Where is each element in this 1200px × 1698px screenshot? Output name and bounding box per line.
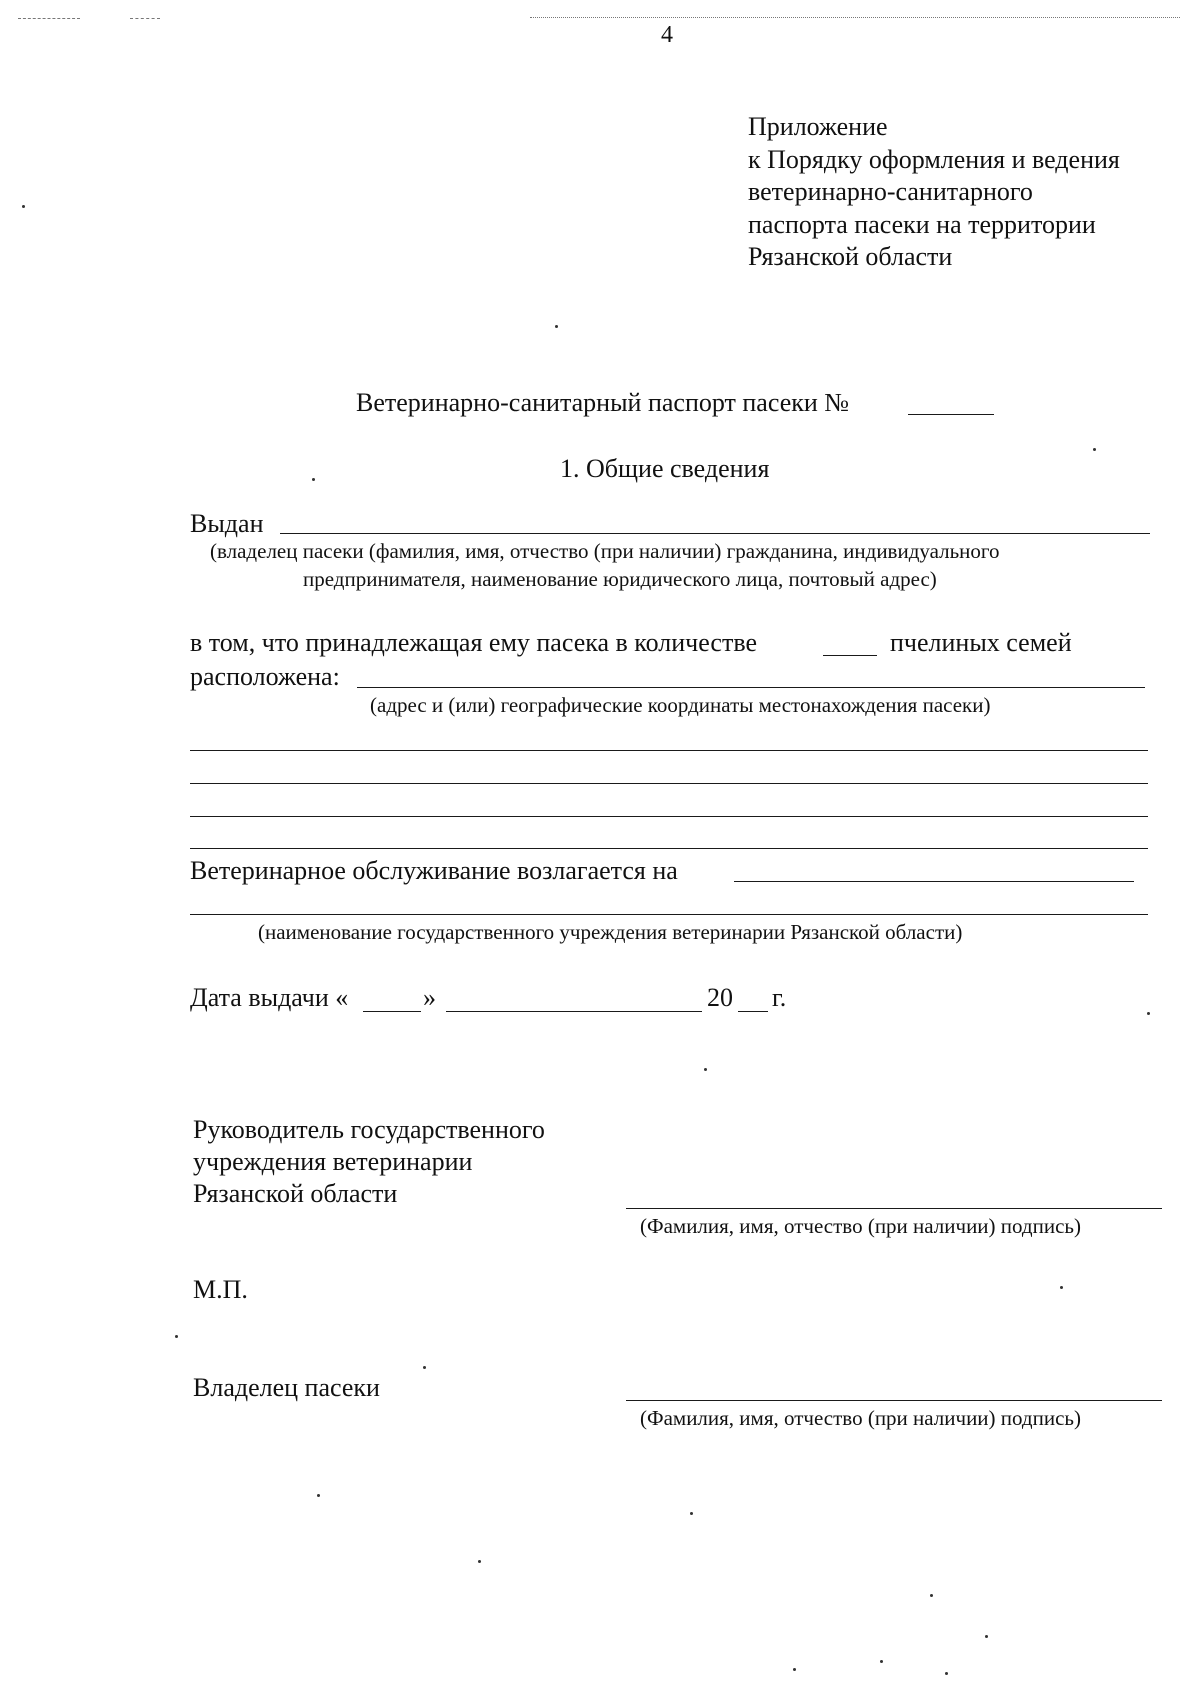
issued-caption-line-2: предпринимателя, наименование юридического лица, почтовый адрес) — [303, 567, 937, 591]
owner-signature-caption: (Фамилия, имя, отчество (при наличии) подпись) — [640, 1406, 1081, 1430]
owner-label: Владелец пасеки — [193, 1373, 380, 1402]
issued-caption-line-1: (владелец пасеки (фамилия, имя, отчество (при наличии) гражданина, индивидуального — [210, 539, 1000, 563]
scan-artifact — [793, 1668, 796, 1671]
passport-number-field[interactable] — [908, 414, 994, 415]
apiary-statement-start: в том, что принадлежащая ему пасека в количестве — [190, 628, 757, 657]
issue-date-close-quote: » — [423, 983, 436, 1012]
scan-artifact — [22, 205, 25, 208]
scan-artifact — [555, 325, 558, 328]
located-label: расположена: — [190, 662, 340, 691]
head-title-line: учреждения ветеринарии — [193, 1147, 473, 1176]
head-title-line: Рязанской области — [193, 1179, 398, 1208]
location-caption: (адрес и (или) географические координаты местонахождения пасеки) — [370, 693, 991, 717]
issued-to-field[interactable] — [280, 533, 1150, 534]
document-title: Ветеринарно-санитарный паспорт пасеки № — [356, 388, 850, 417]
issue-date-label: Дата выдачи « — [190, 983, 349, 1012]
vet-service-field-continued[interactable] — [190, 914, 1148, 915]
vet-service-label: Ветеринарное обслуживание возлагается на — [190, 856, 678, 885]
scan-artifact — [704, 1068, 707, 1071]
page-number: 4 — [661, 22, 673, 48]
scan-artifact — [423, 1366, 426, 1369]
head-signature-field[interactable] — [626, 1208, 1162, 1209]
scan-artifact — [690, 1512, 693, 1515]
appendix-block — [748, 111, 1120, 274]
appendix-line: к Порядку оформления и ведения — [748, 144, 1120, 174]
scan-artifact — [312, 478, 315, 481]
issue-day-field[interactable] — [363, 1011, 421, 1012]
appendix-line: паспорта пасеки на территории — [748, 209, 1096, 239]
scan-artifact — [175, 1335, 178, 1338]
scan-artifact — [130, 18, 160, 19]
issue-year-prefix: 20 — [707, 983, 733, 1012]
bee-family-count-field[interactable] — [823, 655, 877, 656]
location-extra-line[interactable] — [190, 816, 1148, 817]
location-extra-line[interactable] — [190, 848, 1148, 849]
appendix-line: Рязанской области — [748, 242, 953, 271]
scan-artifact — [930, 1594, 933, 1597]
scan-artifact — [478, 1560, 481, 1563]
scan-artifact — [880, 1660, 883, 1663]
issue-year-field[interactable] — [738, 1011, 768, 1012]
issue-month-field[interactable] — [446, 1011, 702, 1012]
issue-year-suffix: г. — [772, 983, 787, 1012]
scan-artifact — [1093, 448, 1096, 451]
scan-artifact — [945, 1672, 948, 1675]
scan-artifact — [1060, 1286, 1063, 1289]
issued-label: Выдан — [190, 509, 264, 538]
scan-artifact — [530, 17, 1180, 18]
scan-artifact — [985, 1635, 988, 1638]
location-extra-line[interactable] — [190, 783, 1148, 784]
vet-service-caption: (наименование государственного учреждения ветеринарии Рязанской области) — [258, 920, 963, 944]
head-title-line: Руководитель государственного — [193, 1115, 545, 1144]
location-field[interactable] — [357, 687, 1145, 688]
vet-service-field[interactable] — [734, 881, 1134, 882]
scan-artifact — [317, 1494, 320, 1497]
head-signature-caption: (Фамилия, имя, отчество (при наличии) подпись) — [640, 1214, 1081, 1238]
appendix-line: ветеринарно-санитарного — [748, 177, 1033, 206]
stamp-label: М.П. — [193, 1275, 248, 1304]
scan-artifact — [1147, 1012, 1150, 1015]
apiary-statement-end: пчелиных семей — [890, 628, 1072, 657]
location-extra-line[interactable] — [190, 750, 1148, 751]
scan-artifact — [18, 18, 80, 19]
head-title-block — [193, 1114, 545, 1210]
section-heading: 1. Общие сведения — [560, 454, 770, 483]
appendix-line: Приложение — [748, 112, 888, 141]
owner-signature-field[interactable] — [626, 1400, 1162, 1401]
